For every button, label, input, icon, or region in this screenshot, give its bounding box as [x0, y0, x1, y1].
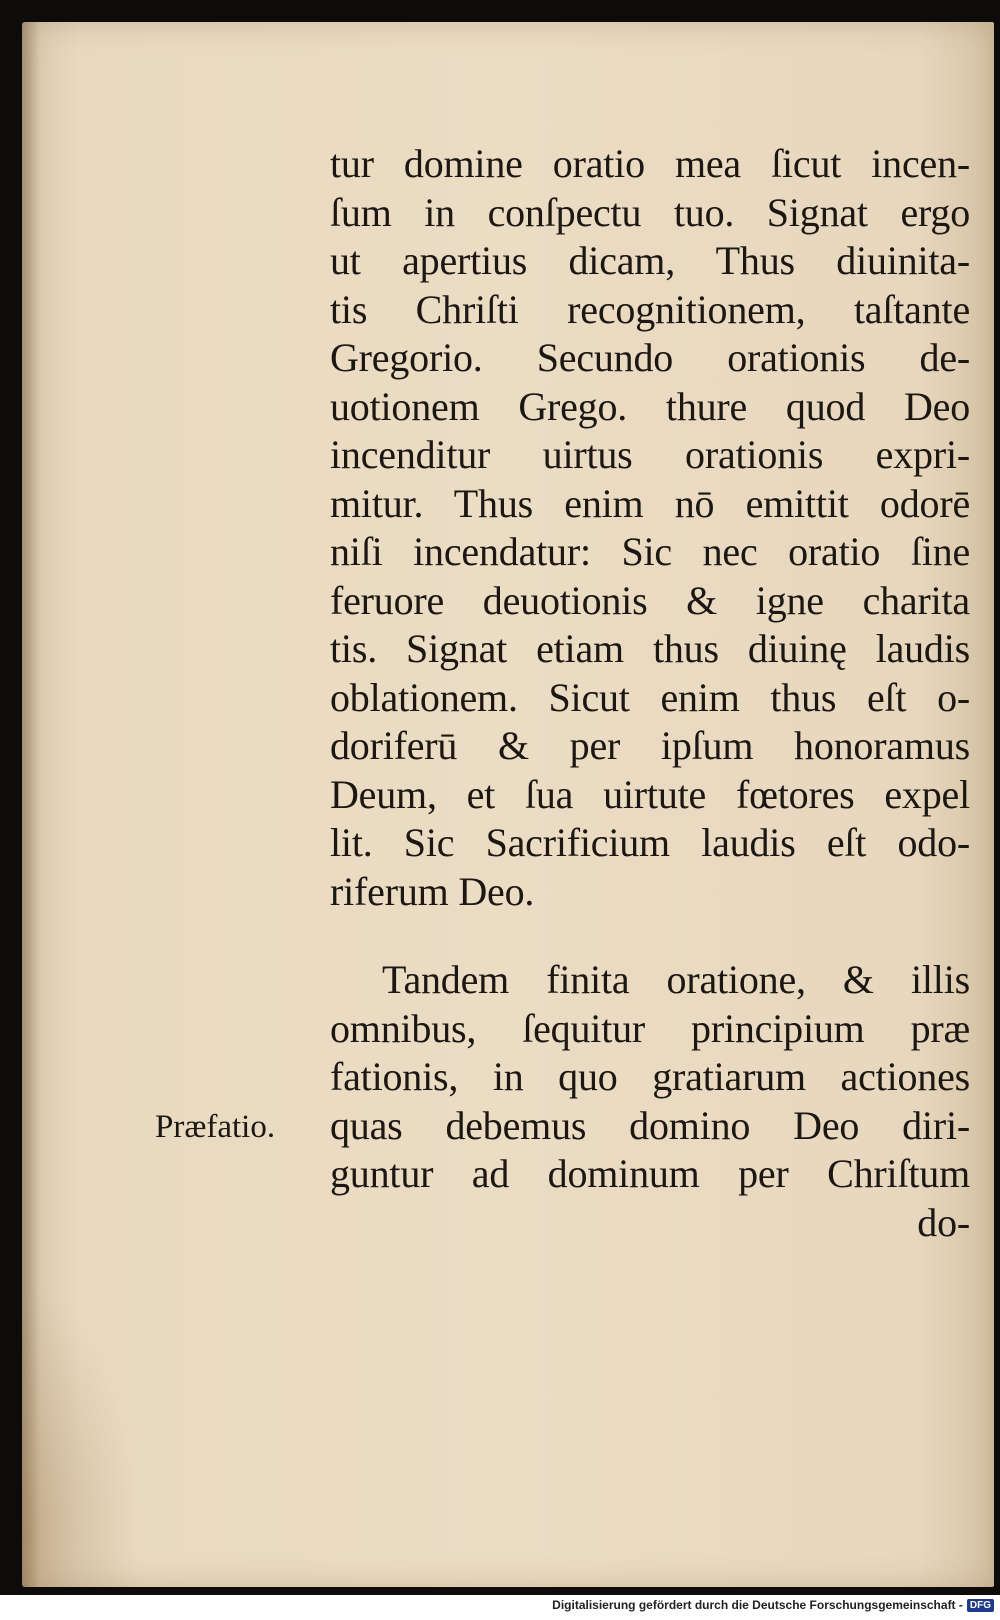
- text-line: oblationem. Sicut enim thus eſt o-: [330, 674, 970, 720]
- text-line: ſum in conſpectu tuo. Signat ergo: [330, 189, 970, 235]
- text-line: guntur ad dominum per Chriſtum: [330, 1151, 970, 1196]
- text-line: doriferū & per ipſum honoramus: [330, 723, 970, 768]
- text-line: riferum Deo.: [330, 868, 535, 914]
- text-line: Deum, et ſua uirtute fœtores expel: [330, 771, 970, 817]
- text-line: tis Chriſti recognitionem, taſtante: [330, 286, 970, 332]
- book-page: [22, 22, 994, 1587]
- text-line: tur domine oratio mea ſicut incen-: [330, 141, 970, 186]
- text-line: uotionem Grego. thure quod Deo: [330, 383, 970, 429]
- catchword: do-: [917, 1199, 970, 1245]
- text-line: niſi incendatur: Sic nec oratio ſine: [330, 529, 970, 574]
- text-line: tis. Signat etiam thus diuinę laudis: [330, 626, 970, 671]
- text-line: lit. Sic Sacrificium laudis eſt odo-: [330, 820, 970, 865]
- marginal-note: Præfatio.: [155, 1109, 276, 1145]
- text-line: fationis, in quo gratiarum actiones: [330, 1054, 970, 1099]
- text-line: mitur. Thus enim nō emittit odorē: [330, 480, 970, 526]
- text-line: Tandem finita oratione, & illis: [382, 957, 970, 1002]
- main-text: [330, 140, 970, 1247]
- text-line: ut apertius dicam, Thus diuinita-: [330, 238, 970, 283]
- paragraph-gap: [330, 916, 970, 956]
- text-line: Gregorio. Secundo orationis de-: [330, 335, 970, 380]
- footer-credit-text: Digitalisierung gefördert durch die Deutsche Forschungsgemeinschaft -: [552, 1598, 963, 1612]
- text-line: omnibus, ſequitur principium præ: [330, 1005, 970, 1051]
- text-line: feruore deuotionis & igne charita: [330, 577, 970, 623]
- text-line: quas debemus domino Deo diri-: [330, 1102, 970, 1148]
- text-line: incenditur uirtus orationis expri-: [330, 432, 970, 477]
- footer-credit: [552, 1598, 994, 1612]
- dfg-logo: DFG: [967, 1599, 994, 1612]
- page-stain: [22, 1282, 142, 1587]
